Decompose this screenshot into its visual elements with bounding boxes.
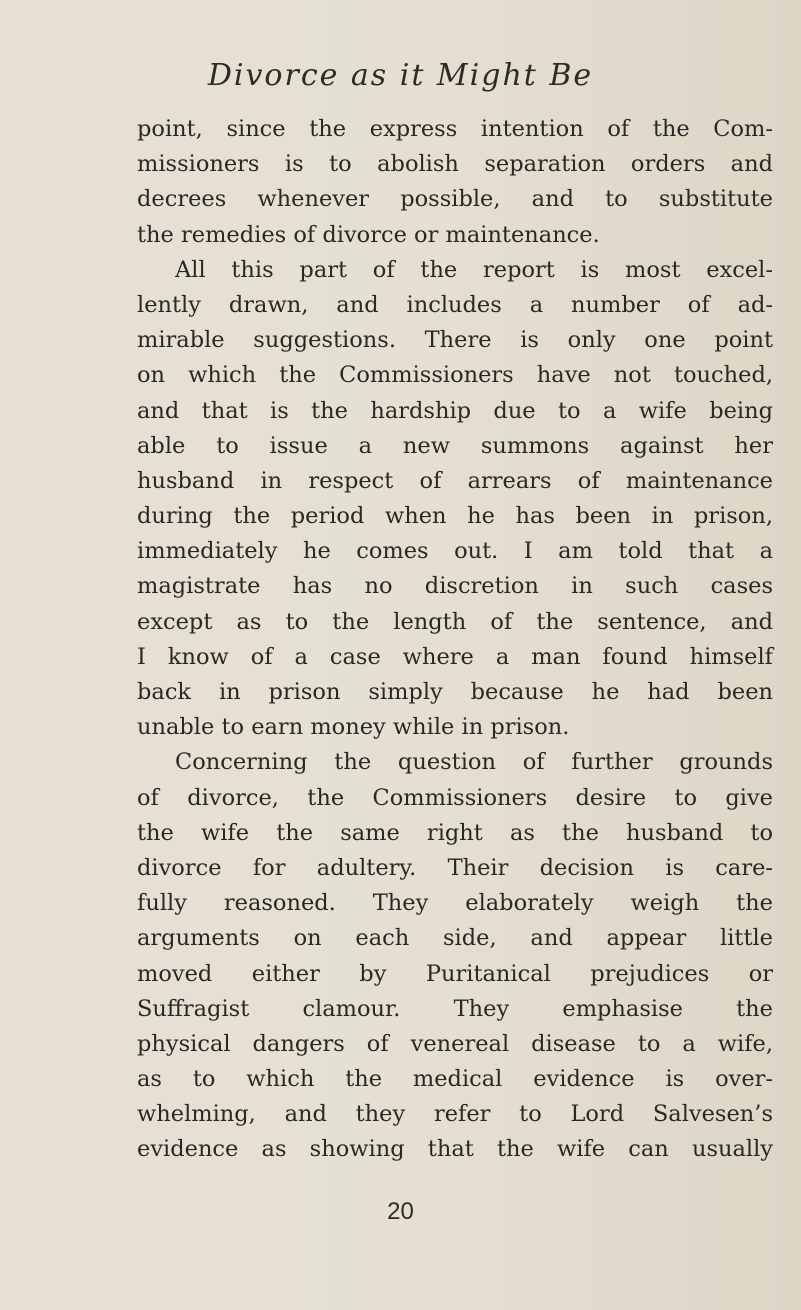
text-line: physical dangers of venereal disease to a wife,	[137, 1030, 773, 1057]
text-line-paragraph-start: All this part of the report is most excel-	[175, 256, 773, 283]
text-line: moved either by Puritanical prejudices or	[137, 960, 773, 987]
text-line: of divorce, the Commissioners desire to give	[137, 784, 773, 811]
text-line: evidence as showing that the wife can usually	[137, 1136, 773, 1163]
running-head: Divorce as it Might Be	[207, 58, 594, 93]
text-line: I know of a case where a man found himself	[137, 643, 773, 670]
text-line: lently drawn, and includes a number of ad-	[137, 291, 773, 318]
text-line: except as to the length of the sentence, and	[137, 608, 773, 635]
text-line: able to issue a new summons against her	[137, 432, 773, 459]
text-line: fully reasoned. They elaborately weigh the	[137, 890, 773, 917]
text-line: during the period when he has been in prison,	[137, 503, 773, 530]
text-line: as to which the medical evidence is over-	[137, 1066, 773, 1093]
body-text	[137, 112, 773, 1168]
text-line: missioners is to abolish separation orders and	[137, 151, 773, 178]
text-line: divorce for adultery. Their decision is care-	[137, 854, 773, 881]
text-line: Suffragist clamour. They emphasise the	[137, 995, 773, 1022]
text-line: point, since the express intention of the Com-	[137, 116, 773, 142]
text-line: back in prison simply because he had been	[137, 679, 773, 705]
text-line: mirable suggestions. There is only one point	[137, 327, 773, 354]
text-line-paragraph-start: Concerning the question of further grounds	[175, 749, 773, 776]
text-line: and that is the hardship due to a wife being	[137, 397, 773, 424]
text-line: husband in respect of arrears of maintenance	[137, 467, 773, 494]
text-line: the wife the same right as the husband to	[137, 819, 773, 846]
text-line: decrees whenever possible, and to substitute	[137, 186, 773, 213]
text-line: magistrate has no discretion in such cases	[137, 573, 773, 600]
text-line: immediately he comes out. I am told that a	[137, 538, 773, 565]
text-line: whelming, and they refer to Lord Salvesen’s	[137, 1101, 773, 1128]
text-line: unable to earn money while in prison.	[137, 714, 570, 741]
text-line: arguments on each side, and appear little	[137, 925, 773, 952]
page-number: 20	[387, 1198, 414, 1225]
text-line: the remedies of divorce or maintenance.	[137, 221, 600, 248]
text-line: on which the Commissioners have not touched,	[137, 362, 773, 389]
